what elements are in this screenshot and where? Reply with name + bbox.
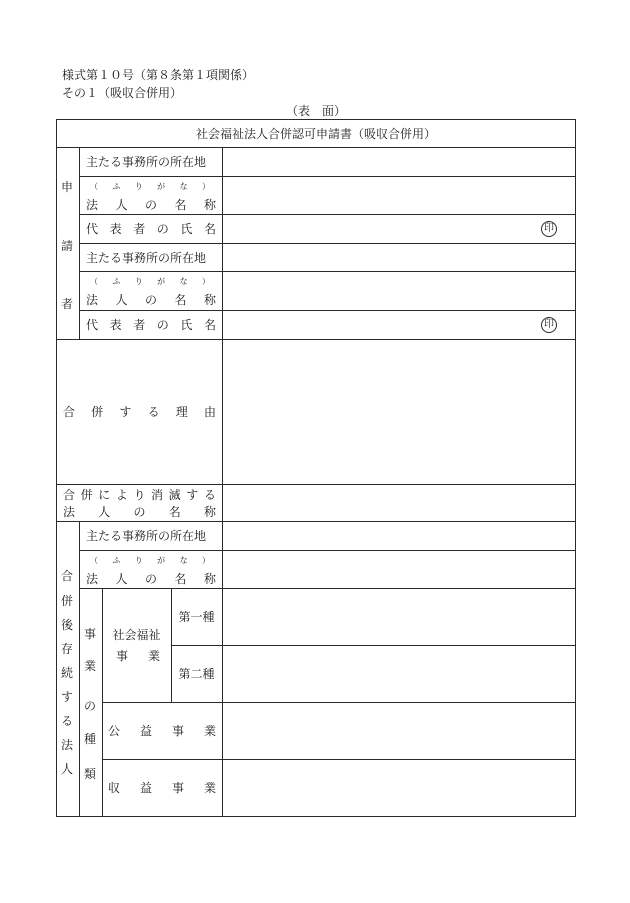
front-side-label: （表 面） — [285, 104, 346, 118]
business-type-label-4: 種 — [83, 732, 96, 746]
applicant-label-3: 者 — [60, 297, 73, 311]
type2-label: 第二種 — [178, 667, 215, 681]
surviving-corporation-name-label: 法 人 の 名 称 — [86, 571, 216, 586]
social-welfare-label-line1: 社会福祉 — [112, 627, 161, 642]
public-interest-business-label: 公 益 事 業 — [108, 724, 216, 738]
profit-business-label: 収 益 事 業 — [108, 781, 216, 795]
seal-mark: 印 — [541, 221, 557, 237]
dissolving-label-line1: 合 併 に よ り 消 滅 す る — [63, 487, 216, 502]
applicant-label-1: 申 — [60, 180, 73, 194]
seal-mark-2: 印 — [541, 317, 557, 333]
applicant-corporation-name-label-2: 法 人 の 名 称 — [86, 292, 216, 307]
surviving-label-7: る — [60, 714, 73, 728]
type1-label: 第一種 — [178, 610, 215, 624]
surviving-label-1: 合 — [60, 569, 73, 583]
applicant-furigana-label: （ ふ り が な ） — [90, 181, 210, 191]
applicant-representative-label: 代 表 者 の 氏 名 — [86, 222, 216, 236]
surviving-label-8: 法 — [60, 738, 73, 752]
business-type-label-1: 事 — [83, 627, 96, 641]
form-number: 様式第１０号（第８条第１項関係） — [62, 68, 255, 82]
form-subtitle: その１（吸収合併用） — [62, 86, 183, 100]
surviving-furigana-label: （ ふ り が な ） — [90, 555, 210, 565]
applicant-label-2: 請 — [60, 239, 73, 253]
surviving-label-4: 存 — [60, 642, 73, 656]
surviving-office-label: 主たる事務所の所在地 — [86, 529, 207, 543]
dissolving-label-line2: 法 人 の 名 称 — [63, 504, 216, 519]
surviving-label-6: す — [60, 690, 73, 704]
applicant-corporation-name-label: 法 人 の 名 称 — [86, 197, 216, 212]
surviving-label-2: 併 — [60, 594, 73, 608]
merger-reason-label: 合 併 す る 理 由 — [63, 405, 216, 419]
applicant-office-label: 主たる事務所の所在地 — [86, 155, 207, 169]
surviving-label-9: 人 — [60, 762, 73, 776]
surviving-label-3: 後 — [60, 618, 73, 632]
social-welfare-label-line2: 事 業 — [116, 648, 160, 663]
applicant-furigana-label-2: （ ふ り が な ） — [90, 276, 210, 286]
business-type-label-2: 業 — [83, 659, 96, 673]
business-type-label-5: 類 — [83, 767, 96, 781]
applicant-representative-label-2: 代 表 者 の 氏 名 — [86, 318, 216, 332]
surviving-label-5: 続 — [60, 666, 73, 680]
business-type-label-3: の — [83, 699, 96, 713]
applicant-office-label-2: 主たる事務所の所在地 — [86, 250, 207, 265]
form-title: 社会福祉法人合併認可申請書（吸収合併用） — [195, 126, 436, 141]
